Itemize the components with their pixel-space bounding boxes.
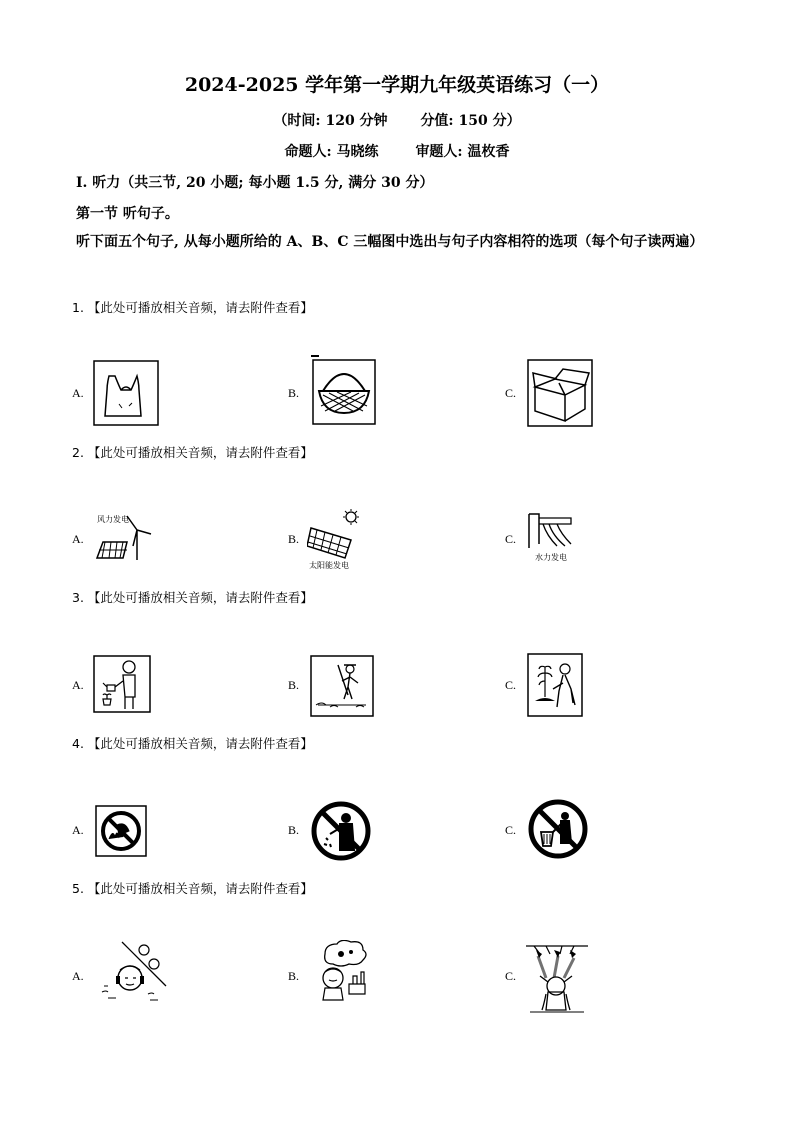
q3-option-a[interactable]: A. bbox=[72, 678, 84, 692]
q1-option-c[interactable]: C. bbox=[505, 386, 517, 400]
air-pollution-icon bbox=[315, 940, 377, 1002]
q2-option-c[interactable]: C. bbox=[505, 532, 517, 546]
q3-option-b[interactable]: B. bbox=[288, 678, 300, 692]
q4-option-c[interactable]: C. bbox=[505, 823, 517, 837]
instruction: 听下面五个句子, 从每小题所给的 A、B、C 三幅图中选出与句子内容相符的选项（每个句子读两遍） bbox=[76, 234, 704, 250]
exam-reviewer: 审题人: 温枚香 bbox=[415, 144, 510, 160]
planting-tree-icon bbox=[527, 653, 583, 717]
no-littering-icon bbox=[310, 800, 372, 862]
no-dumping-icon bbox=[527, 798, 589, 860]
wind-power-icon bbox=[93, 510, 153, 562]
exam-author: 命题人: 马晓练 bbox=[284, 144, 379, 160]
q1-option-b[interactable]: B. bbox=[288, 386, 300, 400]
hydro-power-icon bbox=[527, 512, 577, 564]
cardboard-box-icon bbox=[527, 359, 593, 427]
solar-power-caption: 太阳能发电 bbox=[309, 561, 349, 570]
exam-authors bbox=[0, 141, 794, 161]
watering-plant-icon bbox=[93, 655, 151, 713]
question-1-label: 1. 【此处可播放相关音频，请去附件查看】 bbox=[72, 300, 313, 315]
q5-option-a[interactable]: A. bbox=[72, 969, 84, 983]
q5-option-b[interactable]: B. bbox=[288, 969, 300, 983]
q3-option-c[interactable]: C. bbox=[505, 678, 517, 692]
q2-option-b[interactable]: B. bbox=[288, 532, 300, 546]
wind-power-caption: 风力发电 bbox=[97, 515, 129, 524]
question-5-label: 5. 【此处可播放相关音频，请去附件查看】 bbox=[72, 881, 313, 896]
question-3-label: 3. 【此处可播放相关音频，请去附件查看】 bbox=[72, 590, 313, 605]
q1-option-a[interactable]: A. bbox=[72, 386, 84, 400]
exam-score: 分值: 150 分） bbox=[420, 113, 521, 129]
question-4-label: 4. 【此处可播放相关音频，请去附件查看】 bbox=[72, 736, 313, 751]
question-2-label: 2. 【此处可播放相关音频，请去附件查看】 bbox=[72, 445, 313, 460]
noise-pollution-icon bbox=[100, 940, 172, 1004]
q2-option-a[interactable]: A. bbox=[72, 532, 84, 546]
no-trampling-icon bbox=[95, 805, 147, 857]
light-pollution-icon bbox=[524, 940, 590, 1014]
hydro-power-caption: 水力发电 bbox=[535, 553, 567, 562]
q5-option-c[interactable]: C. bbox=[505, 969, 517, 983]
solar-power-icon bbox=[307, 508, 363, 570]
part-heading: 第一节 听句子。 bbox=[76, 206, 179, 222]
basket-icon bbox=[309, 355, 379, 427]
page-title: 2024-2025 学年第一学期九年级英语练习（一） bbox=[184, 74, 610, 96]
plastic-bag-icon bbox=[93, 360, 159, 426]
digging-icon bbox=[310, 655, 374, 717]
q4-option-b[interactable]: B. bbox=[288, 823, 300, 837]
exam-info bbox=[0, 110, 794, 130]
section-heading: I. 听力（共三节, 20 小题; 每小题 1.5 分, 满分 30 分） bbox=[76, 175, 434, 191]
exam-time: （时间: 120 分钟 bbox=[273, 113, 388, 129]
q4-option-a[interactable]: A. bbox=[72, 823, 84, 837]
